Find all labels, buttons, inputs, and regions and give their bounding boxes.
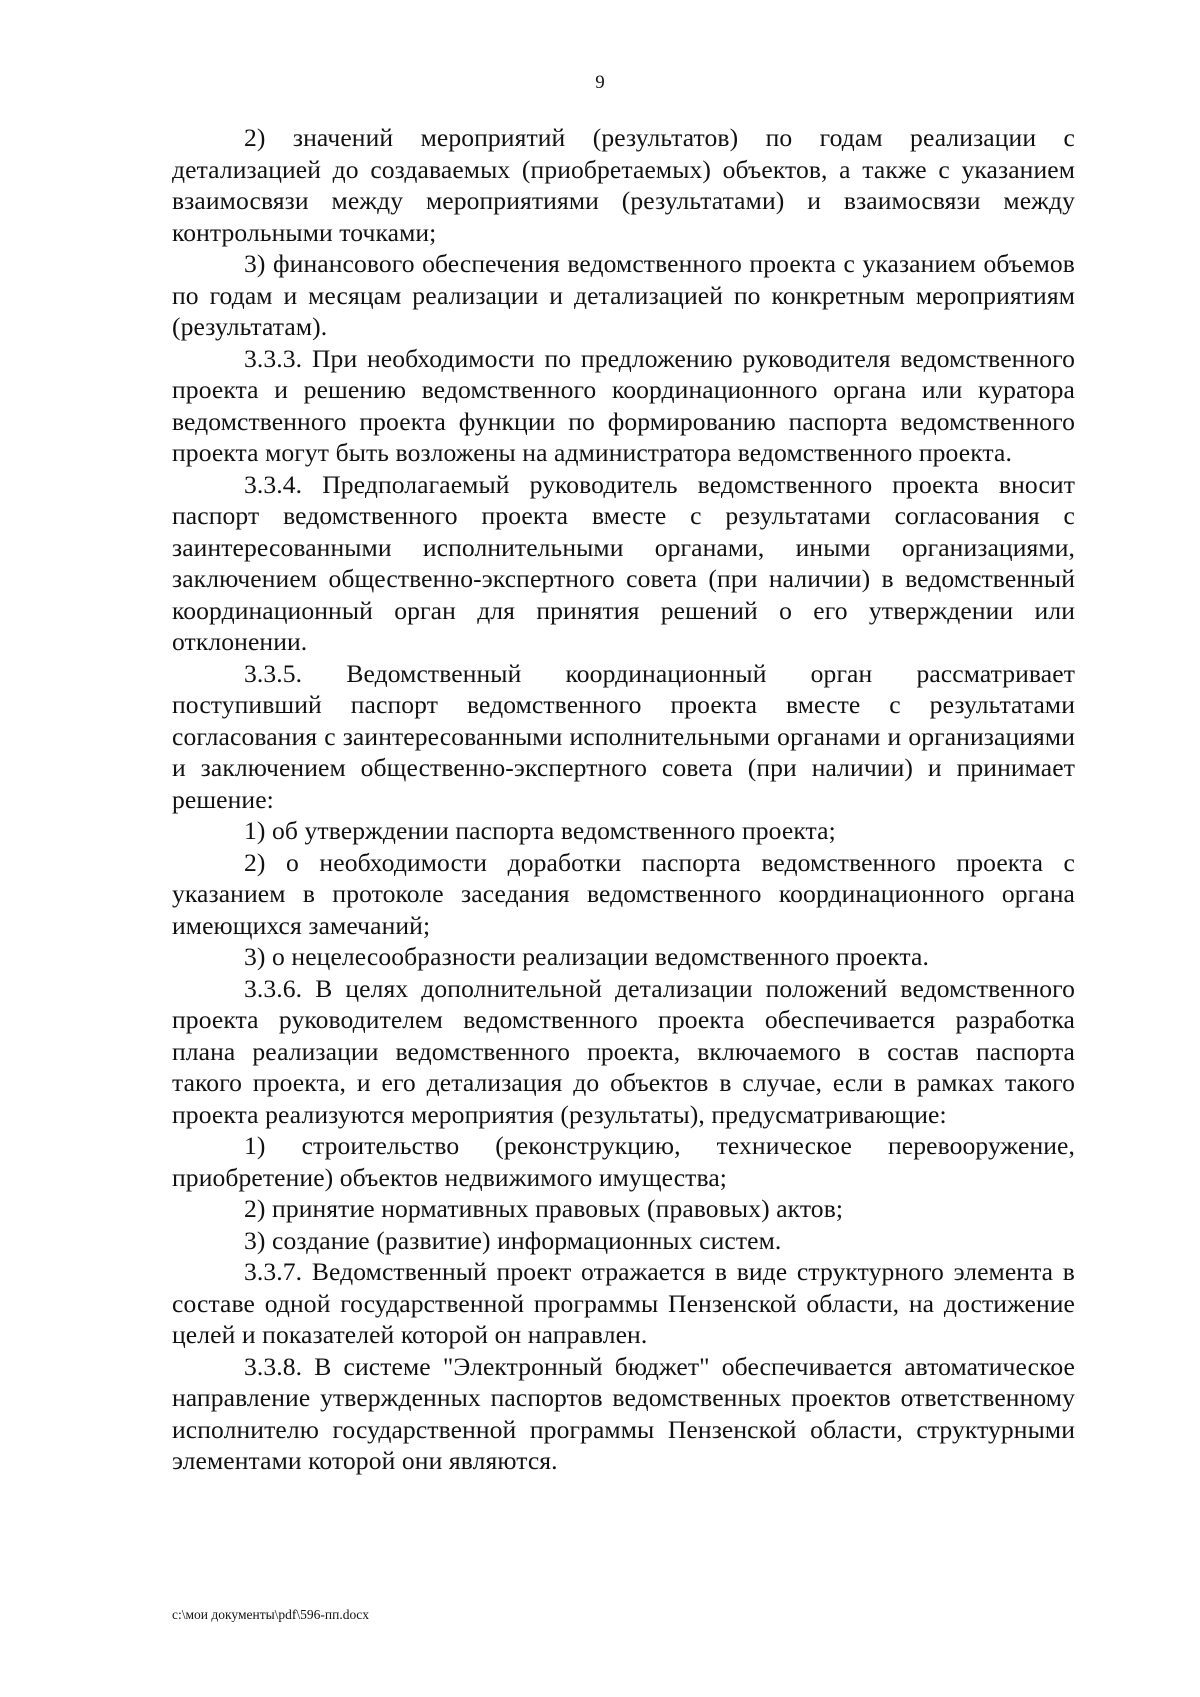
page-number: 9 — [595, 72, 605, 93]
paragraph: 3.3.4. Предполагаемый руководитель ведомственного проекта вносит паспорт ведомственного проекта вместе с результатами согласования с заинтересованными исполнительными органами, иными организациями, заключением общественно-экспертного совета (при наличии) в ведомственный координационный орган для принятия решений о его утверждении или отклонении. — [172, 469, 1075, 656]
paragraph: 3.3.7. Ведомственный проект отражается в виде структурного элемента в составе одной государственной программы Пензенской области, на достижение целей и показателей которой он направлен. — [172, 1257, 1075, 1349]
paragraph: 3) создание (развитие) информационных систем. — [244, 1225, 782, 1255]
paragraph: 3) финансового обеспечения ведомственного проекта с указанием объемов по годам и месяцам реализации и детализацией по конкретным мероприятиям (результатам). — [172, 249, 1075, 341]
paragraph: 3.3.5. Ведомственный координационный орган рассматривает поступивший паспорт ведомственного проекта вместе с результатами согласования с заинтересованными исполнительными органами и организациями и заключением общественно-экспертного совета (при наличии) и принимает решение: — [172, 658, 1075, 814]
paragraph: 3.3.6. В целях дополнительной детализации положений ведомственного проекта руководителем ведомственного проекта обеспечивается разработка плана реализации ведомственного проекта, включаемого в состав паспорта такого проекта, и его детализация до объектов в случае, если в рамках такого проекта реализуются мероприятия (результаты), предусматривающие: — [172, 973, 1075, 1129]
paragraph: 2) значений мероприятий (результатов) по годам реализации с детализацией до создаваемых (приобретаемых) объектов, а также с указанием взаимосвязи между мероприятиями (результатами) и взаимосвязи между контрольными точками; — [172, 123, 1075, 247]
paragraph: 3.3.3. При необходимости по предложению руководителя ведомственного проекта и решению ведомственного координационного органа или куратора ведомственного проекта функции по формированию паспорта ведомственного проекта могут быть возложены на администратора ведомственного проекта. — [172, 343, 1075, 467]
paragraph: 2) принятие нормативных правовых (правовых) актов; — [244, 1194, 844, 1223]
footer-file-path: c:\мои документы\pdf\596-пп.docx — [172, 1607, 369, 1622]
paragraph: 3) о нецелесообразности реализации ведомственного проекта. — [244, 942, 929, 971]
document-body — [172, 122, 1075, 1477]
paragraph: 1) об утверждении паспорта ведомственного проекта; — [244, 816, 836, 845]
paragraph: 2) о необходимости доработки паспорта ведомственного проекта с указанием в протоколе заседания ведомственного координационного органа имеющихся замечаний; — [172, 847, 1075, 940]
paragraph: 3.3.8. В системе "Электронный бюджет" обеспечивается автоматическое направление утвержденных паспортов ведомственных проектов ответственному исполнителю государственной программы Пензенской области, структурными элементами которой они являются. — [172, 1351, 1075, 1475]
paragraph: 1) строительство (реконструкцию, техническое перевооружение, приобретение) объектов недвижимого имущества; — [172, 1131, 1075, 1192]
